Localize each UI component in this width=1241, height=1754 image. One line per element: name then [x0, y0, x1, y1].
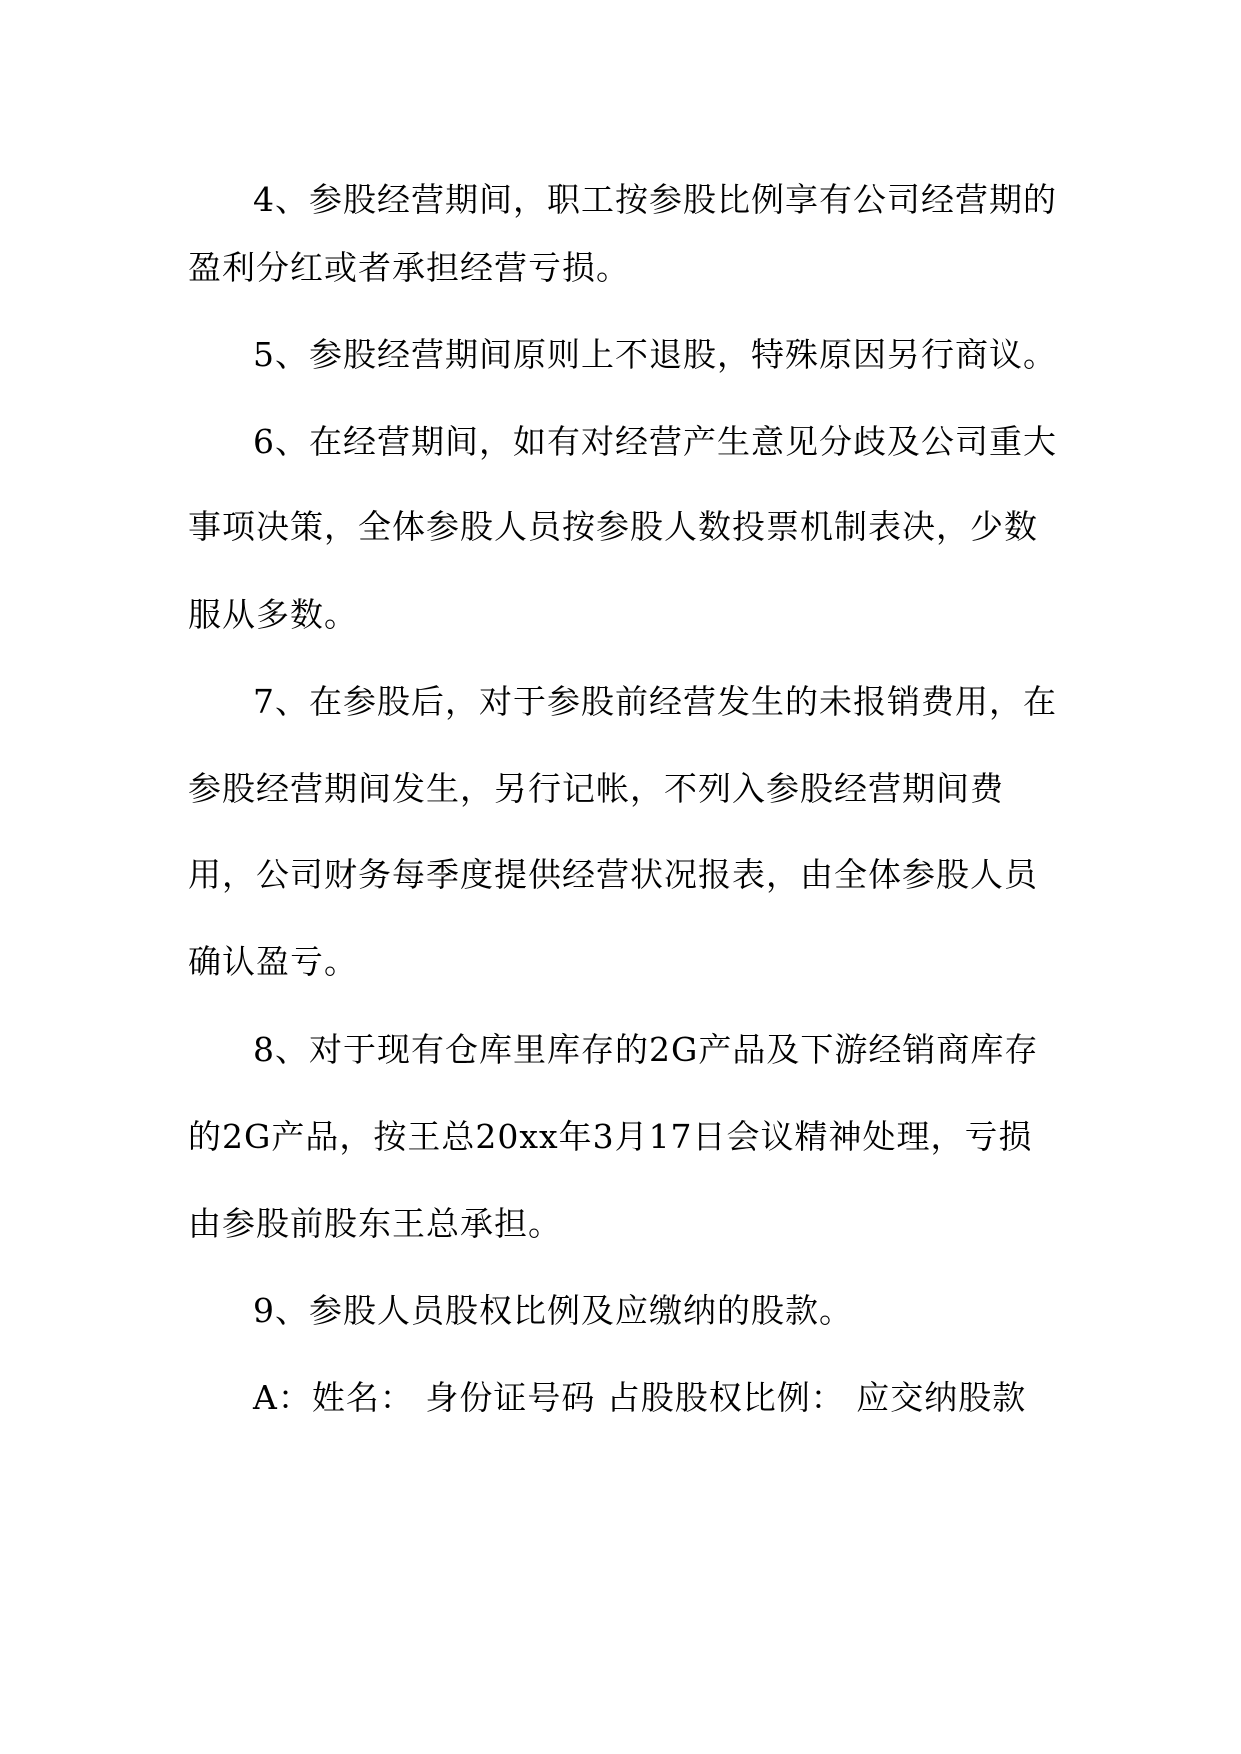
clause-8-line-3: 由参股前股东王总承担。	[188, 1204, 562, 1243]
clause-4-line-1: 4、参股经营期间，职工按参股比例享有公司经营期的	[253, 180, 1057, 219]
clause-6-line-2: 事项决策，全体参股人员按参股人数投票机制表决，少数	[188, 507, 1038, 546]
clause-7-line-1: 7、在参股后，对于参股前经营发生的未报销费用，在	[253, 682, 1057, 721]
clause-8-line-2: 的2G产品，按王总20xx年3月17日会议精神处理，亏损	[188, 1117, 1033, 1156]
clause-6-line-3: 服从多数。	[188, 595, 358, 634]
clause-6-line-1: 6、在经营期间，如有对经营产生意见分歧及公司重大	[253, 422, 1057, 461]
clause-9-line-1: 9、参股人员股权比例及应缴纳的股款。	[253, 1291, 853, 1330]
clause-7-line-4: 确认盈亏。	[188, 942, 358, 981]
clause-7-line-3: 用，公司财务每季度提供经营状况报表，由全体参股人员	[188, 855, 1038, 894]
clause-5-line-1: 5、参股经营期间原则上不退股，特殊原因另行商议。	[253, 335, 1057, 374]
shareholder-table-header: A：姓名： 身份证号码 占股股权比例： 应交纳股款	[253, 1378, 1027, 1417]
clause-4-line-2: 盈利分红或者承担经营亏损。	[188, 248, 630, 287]
clause-7-line-2: 参股经营期间发生，另行记帐，不列入参股经营期间费	[188, 769, 1004, 808]
clause-8-line-1: 8、对于现有仓库里库存的2G产品及下游经销商库存	[253, 1030, 1039, 1069]
